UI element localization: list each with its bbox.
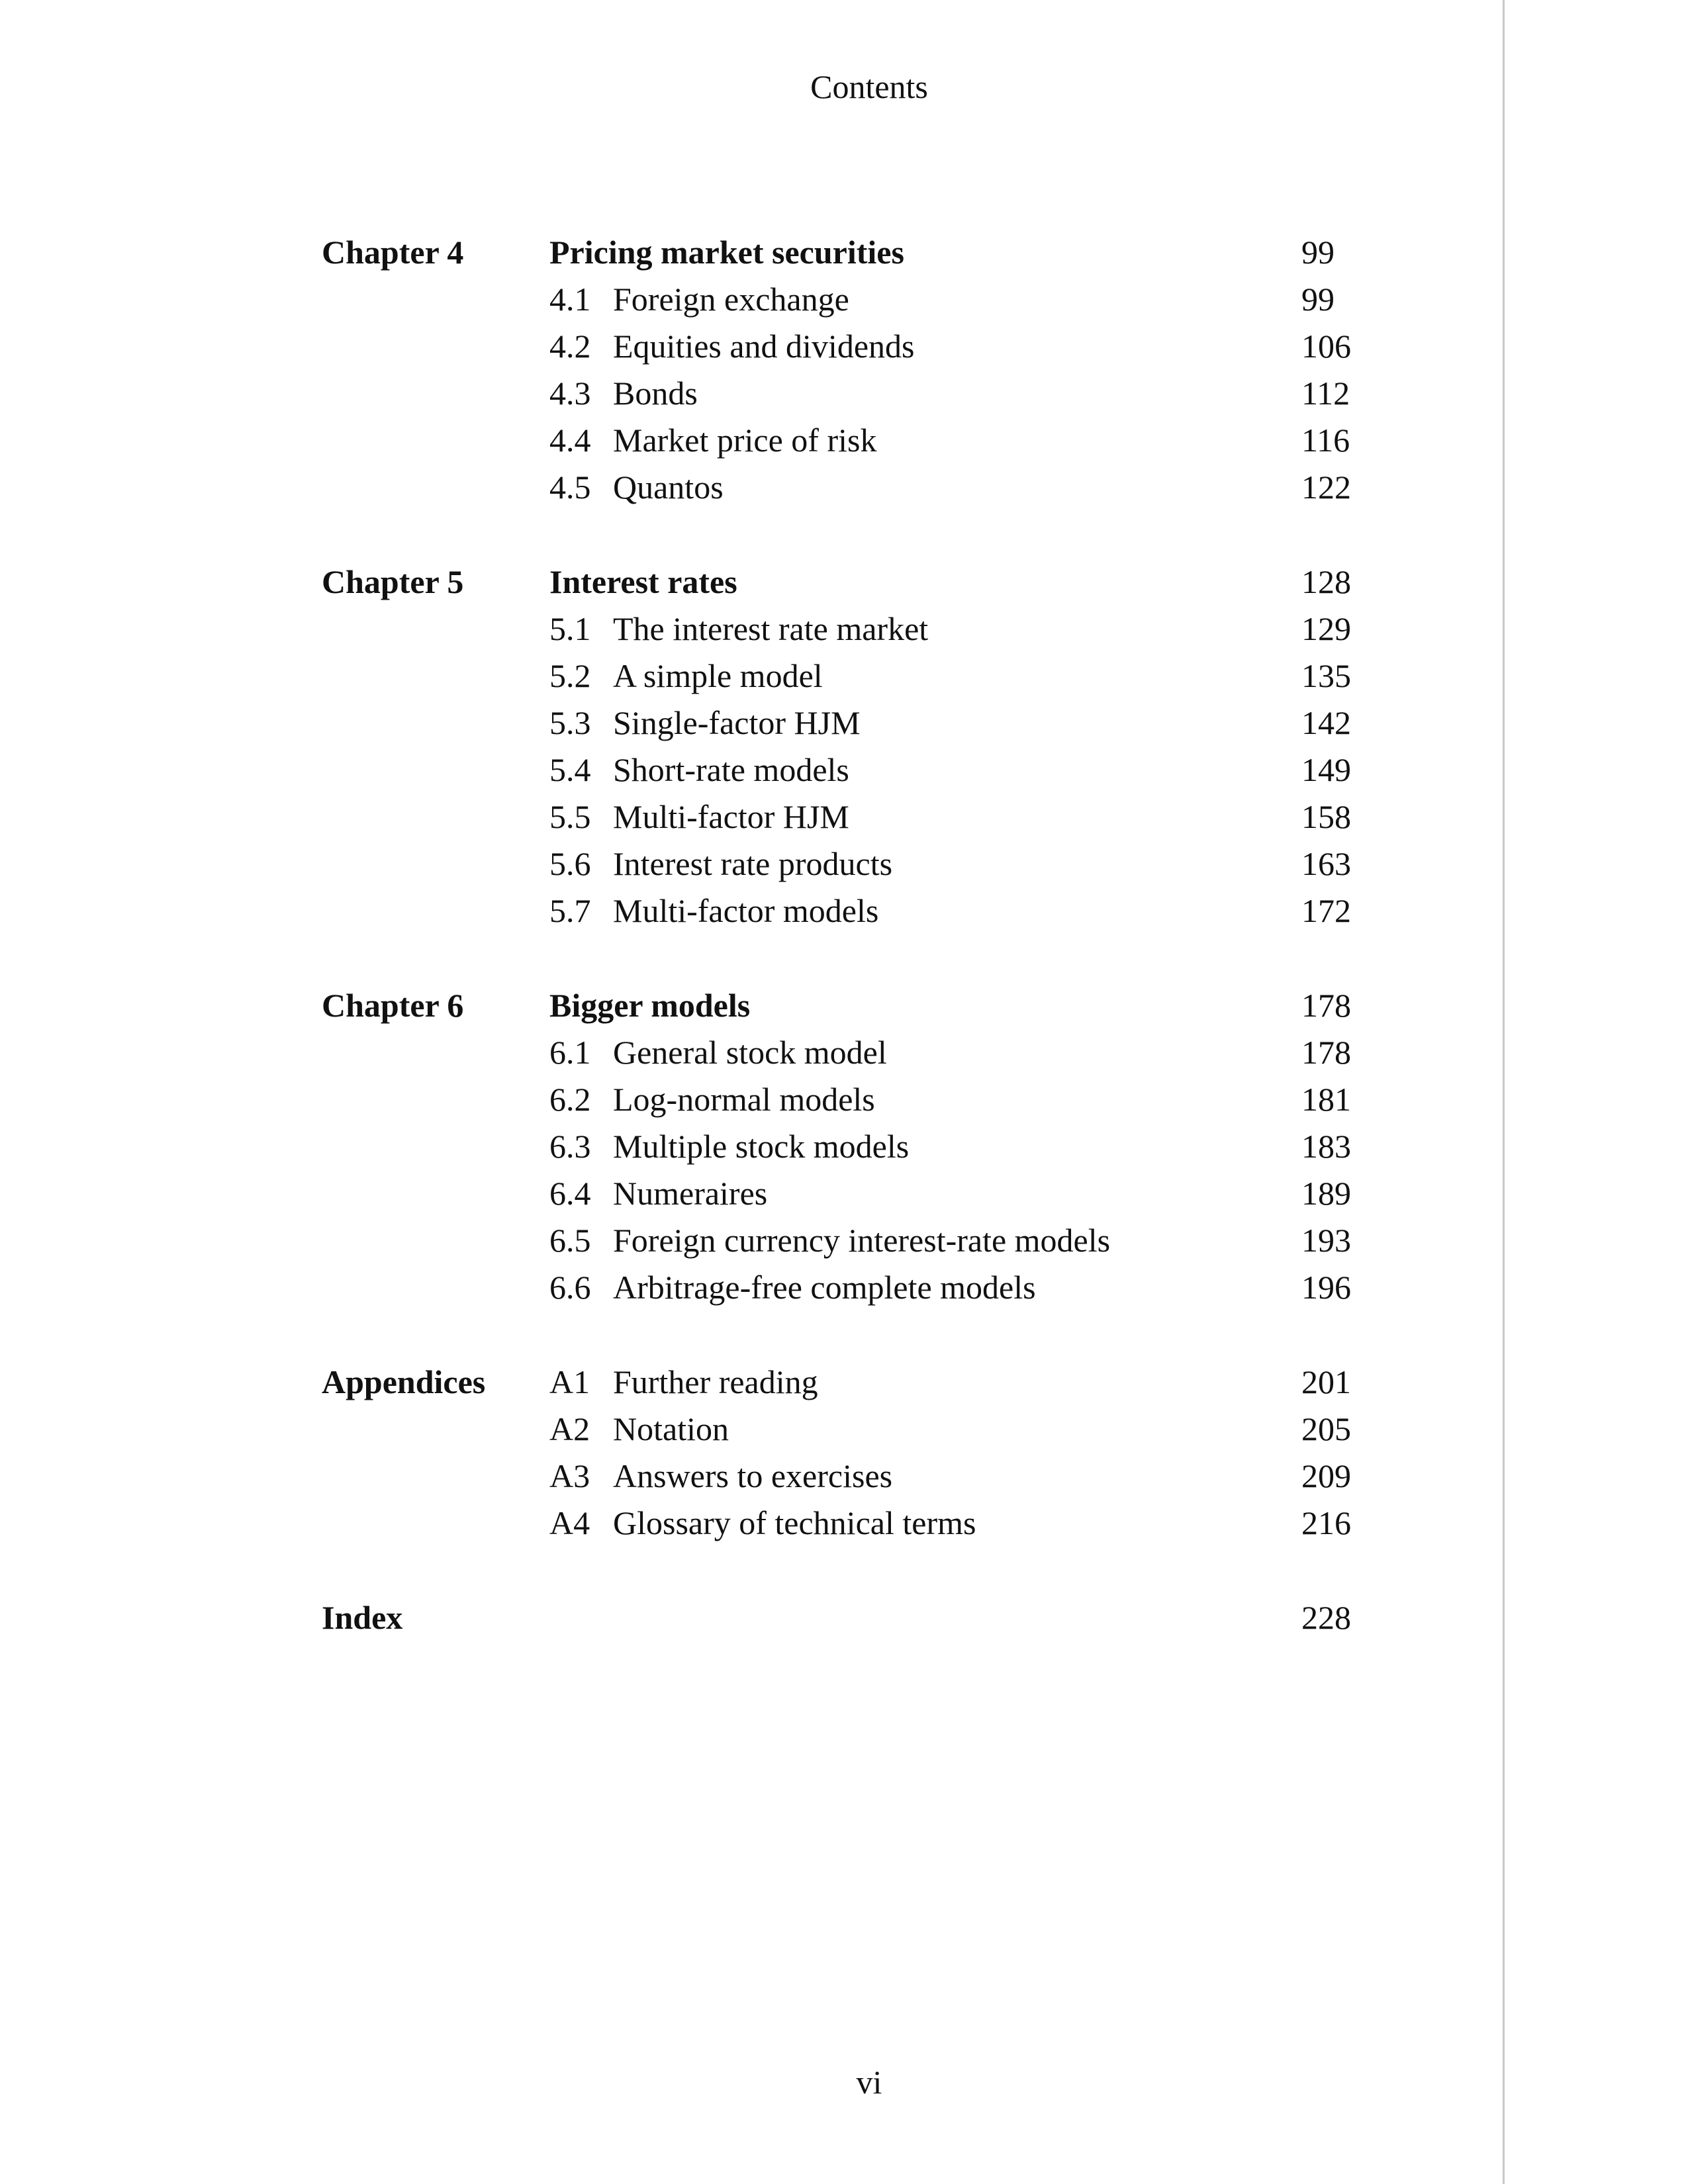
section-title: Multi-factor HJM bbox=[613, 798, 849, 835]
section-number: 5.3 bbox=[549, 704, 591, 741]
toc-entry[interactable] bbox=[322, 887, 1381, 934]
toc-entry[interactable] bbox=[322, 417, 1381, 464]
section-number: 5.4 bbox=[549, 751, 591, 788]
chapter-title: Interest rates bbox=[549, 563, 737, 600]
toc-entry[interactable] bbox=[322, 1123, 1381, 1170]
toc-entry[interactable] bbox=[322, 841, 1381, 887]
section-title: Bonds bbox=[613, 375, 698, 412]
chapter-page: 128 bbox=[1301, 563, 1351, 600]
section-title: General stock model bbox=[613, 1034, 887, 1071]
section-title: Numeraires bbox=[613, 1175, 768, 1212]
section-title: Foreign currency interest-rate models bbox=[613, 1222, 1111, 1259]
chapter-label: Chapter 4 bbox=[322, 234, 464, 271]
section-title: Short-rate models bbox=[613, 751, 849, 788]
section-title: Multiple stock models bbox=[613, 1128, 910, 1165]
toc-entry[interactable] bbox=[322, 1076, 1381, 1123]
section-title: Arbitrage-free complete models bbox=[613, 1269, 1036, 1306]
running-head: Contents bbox=[810, 68, 928, 105]
toc-entry[interactable] bbox=[322, 464, 1381, 511]
chapter-page: 178 bbox=[1301, 987, 1351, 1024]
section-page: 135 bbox=[1301, 657, 1351, 694]
chapter-title: Bigger models bbox=[549, 987, 751, 1024]
appendix-number: A4 bbox=[549, 1504, 590, 1541]
section-page: 129 bbox=[1301, 610, 1351, 647]
index-page: 228 bbox=[1301, 1599, 1351, 1636]
toc-entry[interactable] bbox=[322, 1264, 1381, 1311]
section-number: 4.3 bbox=[549, 375, 591, 412]
section-page: 116 bbox=[1301, 422, 1350, 459]
toc-entry[interactable] bbox=[322, 370, 1381, 417]
section-title: Market price of risk bbox=[613, 422, 877, 459]
section-title: The interest rate market bbox=[613, 610, 929, 647]
section-title: Single-factor HJM bbox=[613, 704, 861, 741]
chapter-page: 99 bbox=[1301, 234, 1335, 271]
page-number: vi bbox=[856, 2064, 882, 2101]
section-page: 183 bbox=[1301, 1128, 1351, 1165]
toc-entry[interactable] bbox=[322, 323, 1381, 370]
appendix-number: A3 bbox=[549, 1457, 590, 1494]
toc-entry[interactable] bbox=[322, 1170, 1381, 1217]
section-title: Log-normal models bbox=[613, 1081, 875, 1118]
section-number: 6.6 bbox=[549, 1269, 591, 1306]
appendix-page: 216 bbox=[1301, 1504, 1351, 1541]
table-of-contents bbox=[322, 229, 1381, 1689]
index-label: Index bbox=[322, 1599, 403, 1636]
toc-chapter-5 bbox=[322, 559, 1381, 934]
section-title: Multi-factor models bbox=[613, 892, 879, 929]
section-page: 112 bbox=[1301, 375, 1350, 412]
section-title: Equities and dividends bbox=[613, 328, 915, 365]
section-page: 99 bbox=[1301, 281, 1335, 318]
toc-entry[interactable] bbox=[322, 1029, 1381, 1076]
toc-entry[interactable] bbox=[322, 606, 1381, 653]
toc-index bbox=[322, 1594, 1381, 1641]
section-page: 172 bbox=[1301, 892, 1351, 929]
appendix-title: Glossary of technical terms bbox=[613, 1504, 976, 1541]
appendix-page: 201 bbox=[1301, 1363, 1351, 1400]
section-page: 196 bbox=[1301, 1269, 1351, 1306]
section-page: 158 bbox=[1301, 798, 1351, 835]
toc-entry[interactable] bbox=[322, 1453, 1381, 1500]
section-number: 4.2 bbox=[549, 328, 591, 365]
toc-entry[interactable] bbox=[322, 276, 1381, 323]
section-page: 189 bbox=[1301, 1175, 1351, 1212]
section-title: Foreign exchange bbox=[613, 281, 849, 318]
section-page: 178 bbox=[1301, 1034, 1351, 1071]
section-page: 122 bbox=[1301, 469, 1351, 506]
section-page: 142 bbox=[1301, 704, 1351, 741]
toc-chapter-heading[interactable] bbox=[322, 229, 1381, 276]
toc-entry[interactable] bbox=[322, 653, 1381, 700]
appendices-label: Appendices bbox=[322, 1363, 486, 1400]
section-page: 163 bbox=[1301, 845, 1351, 882]
section-page: 106 bbox=[1301, 328, 1351, 365]
section-number: 5.2 bbox=[549, 657, 591, 694]
section-title: A simple model bbox=[613, 657, 823, 694]
appendix-number: A1 bbox=[549, 1363, 590, 1400]
chapter-label: Chapter 5 bbox=[322, 563, 464, 600]
section-number: 5.5 bbox=[549, 798, 591, 835]
section-number: 4.4 bbox=[549, 422, 591, 459]
page-edge-divider bbox=[1503, 0, 1505, 2184]
appendix-title: Answers to exercises bbox=[613, 1457, 893, 1494]
appendix-title: Further reading bbox=[613, 1363, 818, 1400]
toc-entry[interactable] bbox=[322, 1359, 1381, 1406]
toc-entry[interactable] bbox=[322, 747, 1381, 794]
chapter-label: Chapter 6 bbox=[322, 987, 464, 1024]
section-number: 6.1 bbox=[549, 1034, 591, 1071]
section-page: 193 bbox=[1301, 1222, 1351, 1259]
chapter-title: Pricing market securities bbox=[549, 234, 904, 271]
section-number: 5.7 bbox=[549, 892, 591, 929]
toc-entry[interactable] bbox=[322, 794, 1381, 841]
section-number: 6.5 bbox=[549, 1222, 591, 1259]
toc-entry[interactable] bbox=[322, 1217, 1381, 1264]
toc-appendices bbox=[322, 1359, 1381, 1547]
section-page: 149 bbox=[1301, 751, 1351, 788]
appendix-page: 205 bbox=[1301, 1410, 1351, 1447]
appendix-number: A2 bbox=[549, 1410, 590, 1447]
toc-chapter-heading[interactable] bbox=[322, 982, 1381, 1029]
section-number: 6.4 bbox=[549, 1175, 591, 1212]
section-number: 6.2 bbox=[549, 1081, 591, 1118]
section-number: 4.1 bbox=[549, 281, 591, 318]
toc-entry[interactable] bbox=[322, 1594, 1381, 1641]
appendix-title: Notation bbox=[613, 1410, 729, 1447]
section-page: 181 bbox=[1301, 1081, 1351, 1118]
appendix-page: 209 bbox=[1301, 1457, 1351, 1494]
section-number: 5.6 bbox=[549, 845, 591, 882]
toc-entry[interactable] bbox=[322, 700, 1381, 747]
toc-entry[interactable] bbox=[322, 1406, 1381, 1453]
toc-chapter-6 bbox=[322, 982, 1381, 1311]
section-number: 5.1 bbox=[549, 610, 591, 647]
section-number: 6.3 bbox=[549, 1128, 591, 1165]
section-title: Quantos bbox=[613, 469, 724, 506]
toc-chapter-heading[interactable] bbox=[322, 559, 1381, 606]
section-number: 4.5 bbox=[549, 469, 591, 506]
toc-chapter-4 bbox=[322, 229, 1381, 511]
section-title: Interest rate products bbox=[613, 845, 893, 882]
toc-entry[interactable] bbox=[322, 1500, 1381, 1547]
